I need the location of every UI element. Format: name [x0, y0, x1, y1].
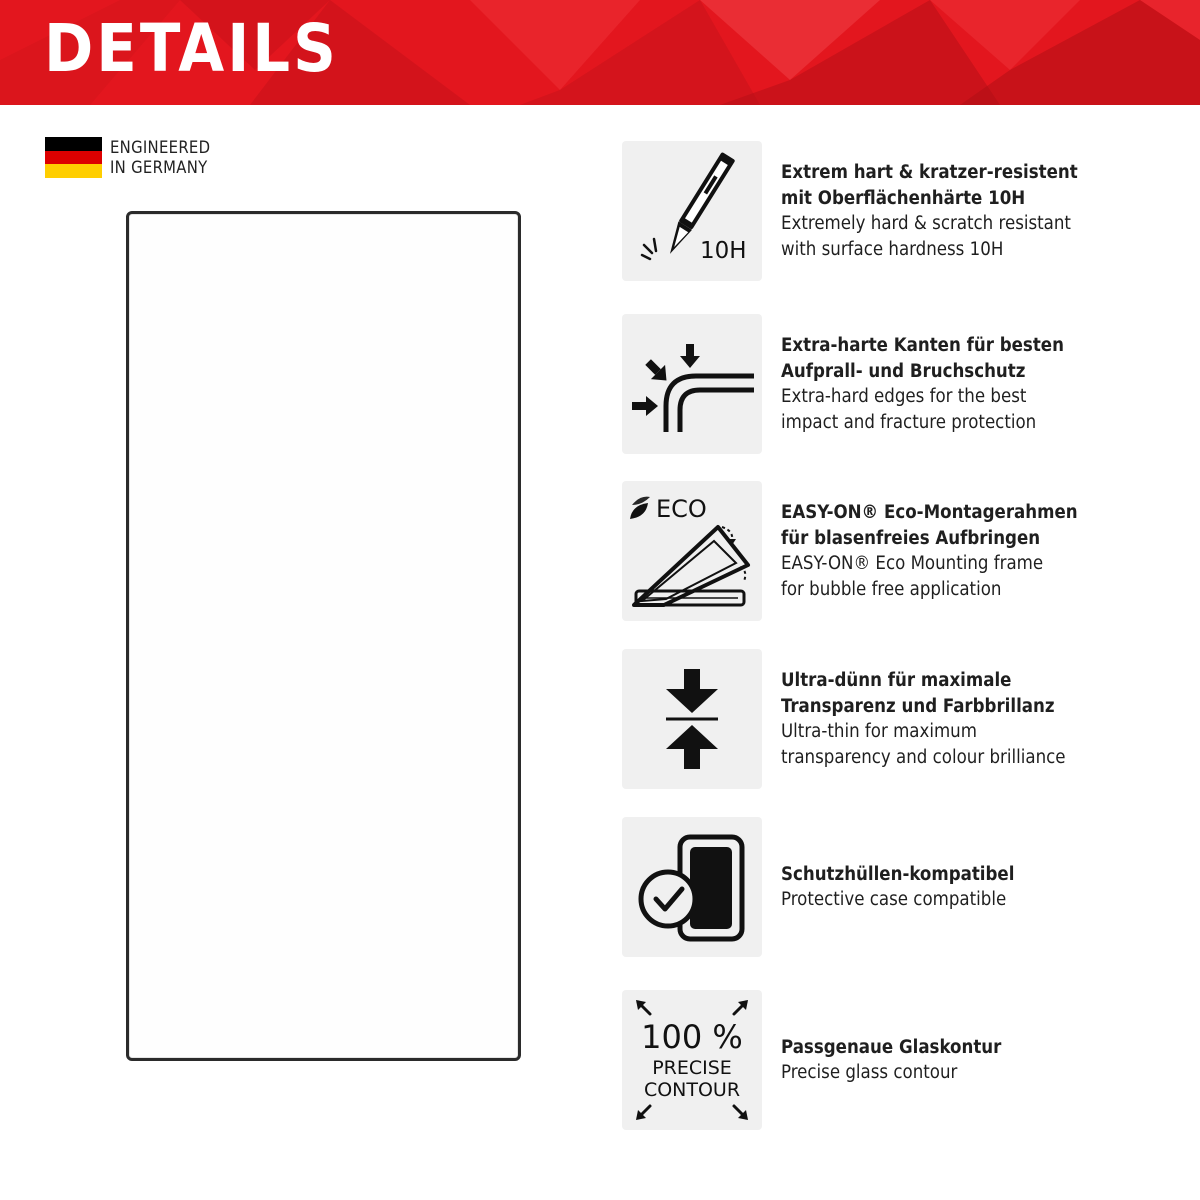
- origin-line-2: IN GERMANY: [110, 158, 208, 177]
- precise-contour-icon: [622, 990, 762, 1130]
- screen-protector-outline: [126, 211, 521, 1061]
- feature-eco-frame: [622, 481, 1142, 621]
- feature-precise-contour: [622, 990, 1142, 1130]
- feature-hardness: [622, 141, 1142, 281]
- icon-label-10h: 10H: [700, 238, 747, 264]
- feature-en-line: with surface hardness 10H: [781, 238, 1004, 260]
- feature-en-line: Precise glass contour: [781, 1062, 958, 1083]
- feature-de-line: für blasenfreies Aufbringen: [781, 527, 1041, 549]
- feature-en-line: Extra-hard edges for the best: [781, 386, 1027, 407]
- feature-de-line: Passgenaue Glaskontur: [781, 1036, 1002, 1058]
- feature-de-line: Transparenz und Farbbrillanz: [781, 695, 1055, 717]
- scalpel-10h-icon: [622, 141, 762, 281]
- feature-text: [781, 141, 1141, 281]
- feature-text: [781, 817, 1141, 957]
- feature-de-line: Extrem hart & kratzer-resistent: [781, 162, 1078, 183]
- feature-de-line: Aufprall- und Bruchschutz: [781, 360, 1026, 382]
- feature-en-line: Ultra-thin for maximum: [781, 721, 977, 742]
- icon-label-100: 100 %: [641, 1018, 743, 1056]
- feature-ultra-thin: [622, 649, 1142, 789]
- case-compatible-icon: [622, 817, 762, 957]
- feature-de-line: Extra-harte Kanten für besten: [781, 335, 1064, 356]
- page-title: DETAILS: [44, 10, 339, 87]
- icon-label-eco: ECO: [656, 495, 707, 523]
- feature-en-line: Extremely hard & scratch resistant: [781, 213, 1071, 234]
- icon-label-contour: CONTOUR: [643, 1079, 741, 1101]
- feature-de-line: Ultra-dünn für maximale: [781, 670, 1012, 691]
- feature-hard-edges: [622, 314, 1142, 454]
- feature-text: [781, 314, 1141, 454]
- feature-case-compatible: [622, 817, 1142, 957]
- hard-edge-impact-icon: [622, 314, 762, 454]
- origin-line-1: ENGINEERED: [110, 138, 211, 157]
- feature-de-line: mit Oberflächenhärte 10H: [781, 187, 1026, 209]
- feature-de-line: EASY-ON® Eco-Montagerahmen: [781, 502, 1078, 523]
- feature-en-line: for bubble free application: [781, 578, 1002, 600]
- ultra-thin-arrows-icon: [622, 649, 762, 789]
- feature-en-line: transparency and colour brilliance: [781, 746, 1066, 768]
- feature-text: [781, 649, 1141, 789]
- feature-text: [781, 990, 1141, 1130]
- german-flag-icon: [45, 137, 102, 178]
- feature-en-line: impact and fracture protection: [781, 411, 1037, 433]
- feature-text: [781, 481, 1141, 621]
- origin-label: [110, 138, 210, 178]
- eco-mounting-frame-icon: [622, 481, 762, 621]
- feature-en-line: EASY-ON® Eco Mounting frame: [781, 553, 1044, 574]
- feature-de-line: Schutzhüllen-kompatibel: [781, 863, 1015, 885]
- header-banner: [0, 0, 1200, 105]
- feature-en-line: Protective case compatible: [781, 889, 1007, 910]
- icon-label-precise: PRECISE: [652, 1057, 732, 1079]
